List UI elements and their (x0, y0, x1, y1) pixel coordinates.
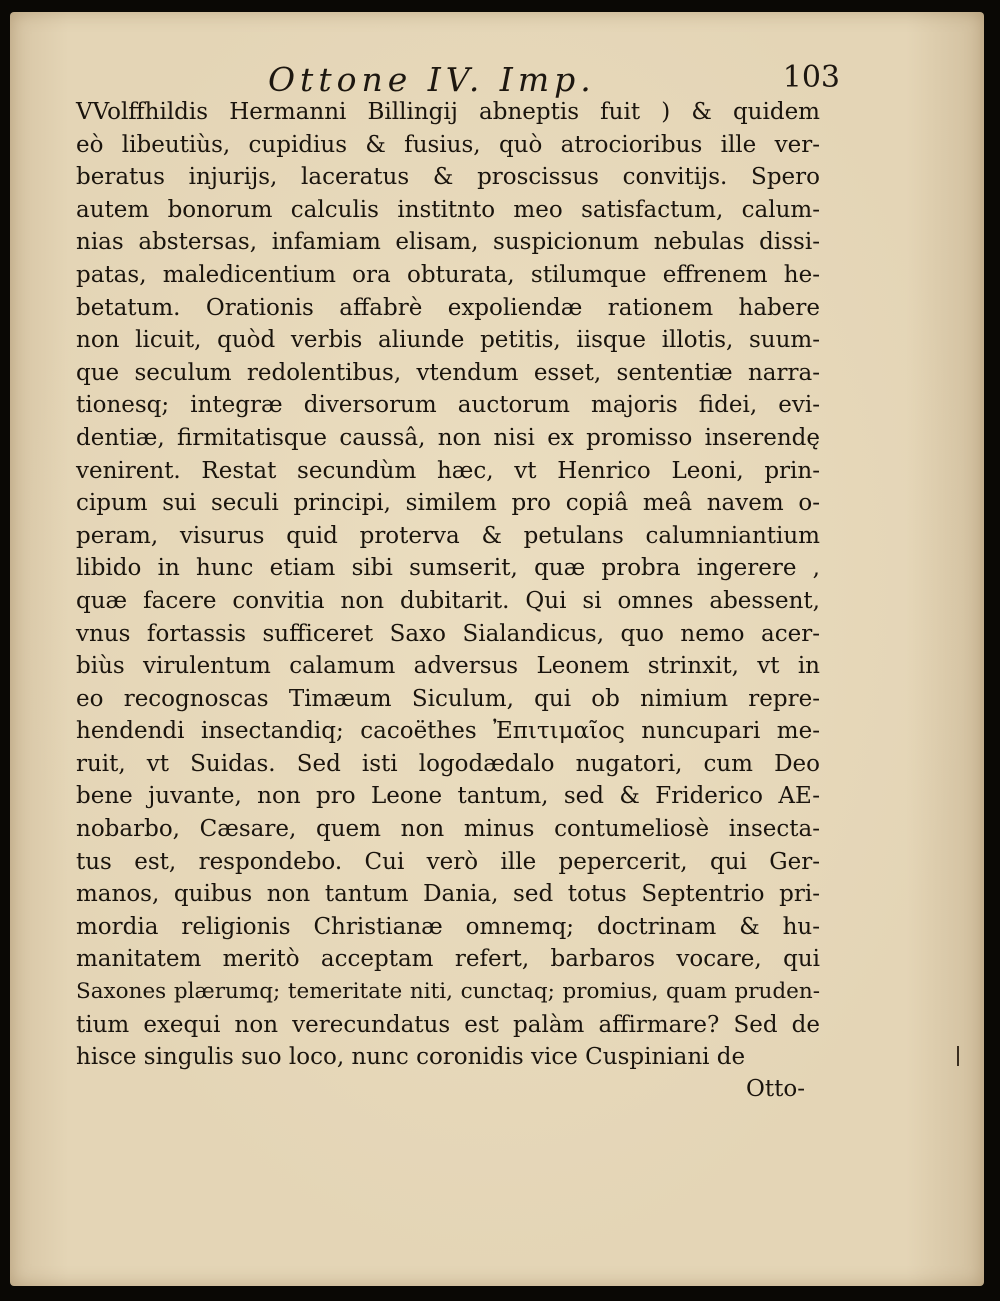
text-line: nias abstersas, infamiam elisam, suspicionum nebulas dissi- (76, 229, 820, 256)
margin-mark (957, 1046, 959, 1066)
running-title: Ottone IV. Imp. (268, 60, 596, 99)
text-line: patas, maledicentium ora obturata, stilumque effrenem he- (76, 261, 820, 288)
text-line: dentiæ, firmitatisque caussâ, non nisi ex promisso inserendę (76, 424, 820, 451)
text-line: tionesq; integræ diversorum auctorum majoris fidei, evi- (76, 392, 820, 419)
page-number: 103 (782, 60, 840, 95)
text-line: peram, visurus quid proterva & petulans calumniantium (76, 522, 820, 549)
text-line: betatum. Orationis affabrè expoliendæ rationem habere (76, 294, 820, 321)
text-line: VVolffhildis Hermanni Billingij abneptis fuit ) & quidem (76, 99, 820, 125)
text-line: nobarbo, Cæsare, quem non minus contumeliosè insecta- (76, 816, 820, 843)
text-line: eo recognoscas Timæum Siculum, qui ob nimium repre- (76, 685, 820, 712)
text-line: hisce singulis suo loco, nunc coronidis vice Cuspiniani de (76, 1044, 746, 1071)
text-line: eò libeutiùs, cupidius & fusius, quò atrocioribus ille ver- (76, 131, 820, 158)
text-line: manos, quibus non tantum Dania, sed totus Septentrio pri- (76, 881, 820, 908)
body-text (76, 96, 820, 1074)
text-line: tus est, respondebo. Cui verò ille pepercerit, qui Ger- (76, 848, 820, 875)
text-line: ruit, vt Suidas. Sed isti logodædalo nugatori, cum Deo (76, 750, 820, 777)
text-line: vnus fortassis sufficeret Saxo Sialandicus, quo nemo acer- (76, 620, 820, 647)
text-line: manitatem meritò acceptam refert, barbaros vocare, qui (76, 946, 820, 973)
text-line: hendendi insectandiq; cacoëthes Ἐπιτιμαῖος nuncupari me- (76, 718, 820, 745)
text-line: tium exequi non verecundatus est palàm affirmare? Sed de (76, 1011, 820, 1038)
text-line: autem bonorum calculis institnto meo satisfactum, calum- (76, 196, 820, 223)
text-line: que seculum redolentibus, vtendum esset, sententiæ narra- (76, 359, 820, 386)
text-line: beratus injurijs, laceratus & proscissus convitijs. Spero (76, 164, 820, 191)
text-line: libido in hunc etiam sibi sumserit, quæ probra ingerere , (76, 555, 820, 582)
text-line: bene juvante, non pro Leone tantum, sed & Friderico AE- (76, 783, 820, 810)
text-line: quæ facere convitia non dubitarit. Qui si omnes abessent, (76, 587, 820, 614)
text-line: non licuit, quòd verbis aliunde petitis, iisque illotis, suum- (76, 327, 820, 354)
text-line: mordia religionis Christianæ omnemq; doctrinam & hu- (76, 913, 820, 940)
catchword: Otto- (746, 1076, 805, 1102)
text-line-italic: Saxones plærumq; temeritate niti, cunctaq; promius, quam pruden- (76, 979, 820, 1005)
text-line: biùs virulentum calamum adversus Leonem strinxit, vt in (76, 653, 820, 680)
text-line: cipum sui seculi principi, similem pro copiâ meâ navem o- (76, 490, 820, 517)
text-line: venirent. Restat secundùm hæc, vt Henrico Leoni, prin- (76, 457, 820, 484)
